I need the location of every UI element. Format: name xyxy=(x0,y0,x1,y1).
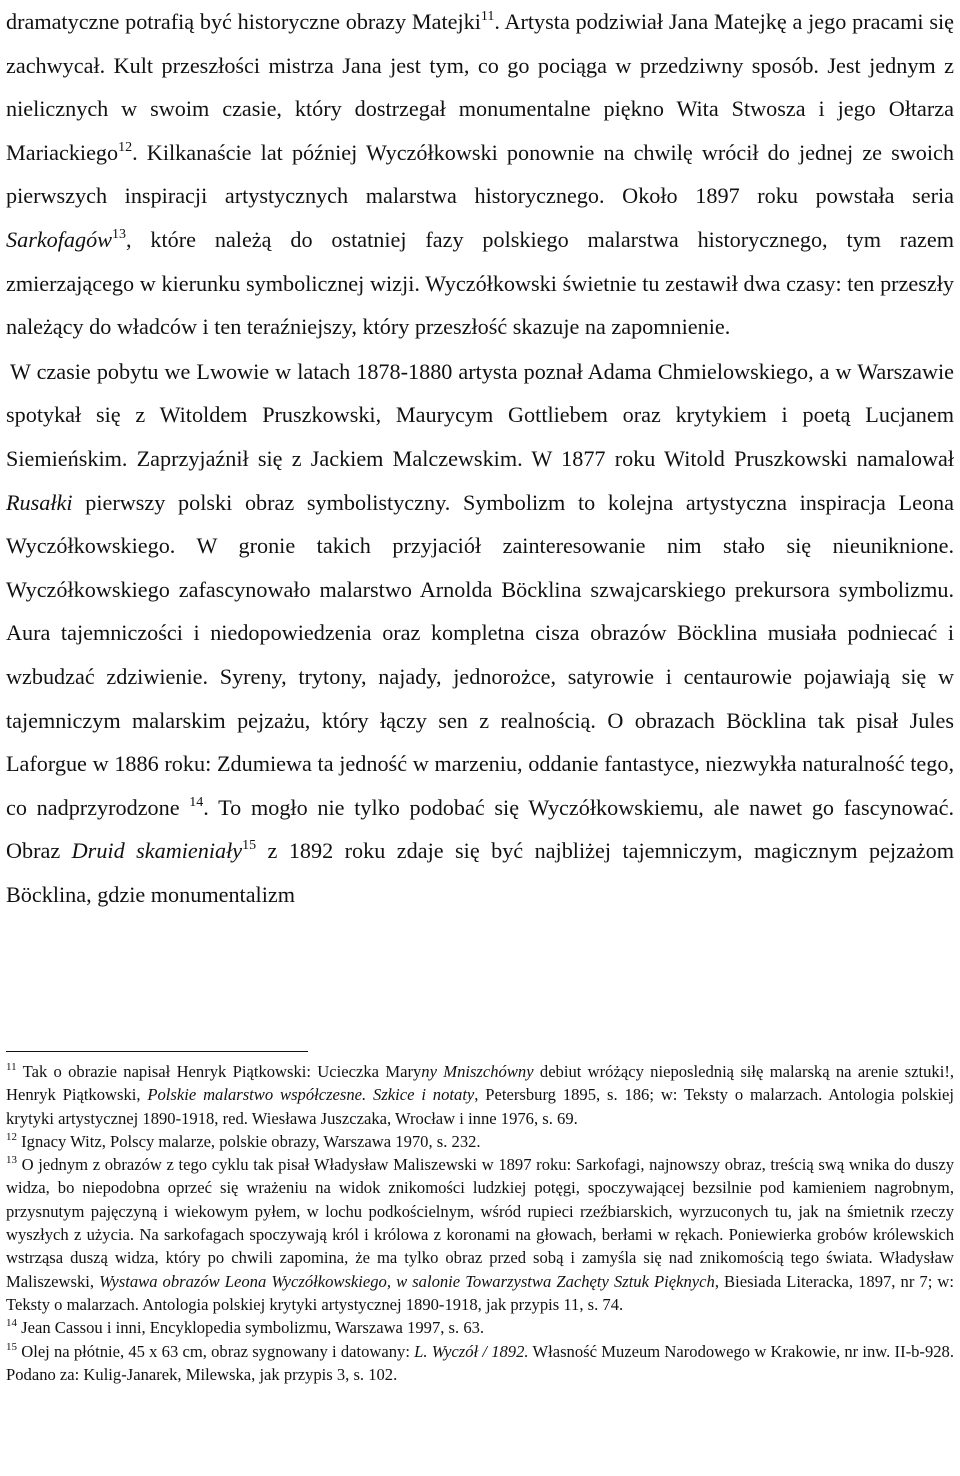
text-run: . Kilkanaście lat później Wyczółkowski ponownie na chwilę wrócił do jednej ze swoich pierwszych inspiracji artystycznych malarstwa historycznego. Około 1897 roku powstała seria xyxy=(6,139,954,209)
footnote xyxy=(6,1153,954,1316)
italic-title: Rusałki xyxy=(6,489,73,515)
footnote xyxy=(6,1060,954,1130)
text-run: Jean Cassou i inni, Encyklopedia symbolizmu, Warszawa 1997, s. 63. xyxy=(17,1318,485,1338)
text-run: dramatyczne potrafią być historyczne obrazy Matejki xyxy=(6,9,481,34)
text-run: Ignacy Witz, Polscy malarze, polskie obrazy, Warszawa 1970, s. 232. xyxy=(17,1131,481,1151)
text-run: W czasie pobytu we Lwowie w latach 1878-1880 artysta poznał Adama Chmielowskiego, a w Warszawie spotykał się z Witoldem Pruszkowski, Maurycym Gottliebem oraz krytykiem i poetą Lucjanem Siemieńskim. Zaprzyjaźnił się z Jackiem Malczewskim. W 1877 roku Witold Pruszkowski namalował xyxy=(6,358,954,471)
document-page xyxy=(6,0,954,1384)
footnote-ref: 12 xyxy=(6,1130,17,1143)
footnote-ref: 11 xyxy=(480,9,495,24)
footnote-ref: 15 xyxy=(242,838,257,854)
footnote-ref: 12 xyxy=(118,139,133,155)
text-run: , Biesiada Literacka, 1897, nr 7; w: Teksty o malarzach. Antologia polskiej krytyki artystycznej 1890-1918, jak przypis 11, s. 74. xyxy=(6,1271,954,1314)
footnote-ref: 11 xyxy=(6,1061,17,1073)
text-run: pierwszy polski obraz symbolistyczny. Symbolizm to kolejna artystyczna inspiracja Leona Wyczółkowskiego. W gronie takich przyjaciół zainteresowanie nim stało się nieuniknione. Wyczółkowskiego zafascynowało malarstwo Arnolda Böcklina szwajcarskiego prekursora symbolizmu. Aura tajemniczości i niedopowiedzenia oraz kompletna cisza obrazów Böcklina musiała podniecać i wzbudzać zdziwienie. Syreny, trytony, najady, jednorożce, satyrowie i centaurowie pojawiają się w tajemniczym malarskim pejzażu, który łączy sen z realnością. O obrazach Böcklina tak pisał Jules Laforgue w 1886 roku: Zdumiewa ta jedność w marzeniu, oddanie fantastyce, niezwykła naturalność tego, co nadprzyrodzone xyxy=(6,489,954,820)
italic-title: L. Wyczół / 1892. xyxy=(414,1341,529,1361)
footnote xyxy=(6,1340,954,1387)
italic-title: Druid skamieniały xyxy=(71,838,243,864)
italic-title: ny Mniszchówny xyxy=(421,1062,534,1081)
footnote-ref: 14 xyxy=(189,794,204,810)
paragraph xyxy=(6,350,954,917)
text-run: Własność Muzeum Narodowego w Krakowie, nr inw. II-b-928. Podano za: Kulig-Janarek, Milewska, jak przypis 3, s. 102. xyxy=(6,1341,954,1384)
text-run: . To mogło nie tylko podobać się Wyczółkowskiemu, ale nawet go fascynować. Obraz xyxy=(6,794,954,864)
italic-title: Polskie malarstwo współczesne. Szkice i notaty xyxy=(147,1085,475,1105)
text-run: z 1892 roku zdaje się być najbliżej tajemniczym, magicznym pejzażom Böcklina, gdzie monumentalizm xyxy=(6,838,954,907)
footnote-ref: 15 xyxy=(6,1340,17,1353)
footnote-ref: 13 xyxy=(6,1154,17,1167)
footnotes xyxy=(6,1060,954,1386)
footnote-separator xyxy=(6,1051,308,1052)
footnote-ref: 13 xyxy=(112,226,127,242)
italic-title: Wystawa obrazów Leona Wyczółkowskiego, w salonie Towarzystwa Zachęty Sztuk Pięknych xyxy=(99,1271,715,1291)
footnote-ref: 14 xyxy=(6,1317,17,1330)
text-run: , Petersburg 1895, s. 186; w: Teksty o malarzach. Antologia polskiej krytyki artystycznej 1890-1918, red. Wiesława Juszczaka, Wrocław i inne 1976, s. 69. xyxy=(6,1085,954,1128)
text-run: Olej na płótnie, 45 x 63 cm, obraz sygnowany i datowany: xyxy=(17,1341,415,1361)
italic-title: Sarkofagów xyxy=(6,226,113,252)
text-run: . Artysta podziwiał Jana Matejkę a jego pracami się zachwycał. Kult przeszłości mistrza Jana jest tym, co go pociąga w przedziwny sposób. Jest jednym z nielicznych w swoim czasie, który dostrzegał monumentalne piękno Wita Stwosza i jego Ołtarza Mariackiego xyxy=(6,9,954,165)
body-text xyxy=(6,0,954,916)
text-run: O jednym z obrazów z tego cyklu tak pisał Władysław Maliszewski w 1897 roku: Sarkofagi, najnowszy obraz, treścią swą wnika do duszy widza, bo niepodobna oprzeć się wrażeniu na widok znikomości ludzkiej potęgi, spoczywającej bezsilnie pod kamieniem nagrobnym, przysnutym pajęczyną i wiekowym pyłem, w lochu podkościelnym, wśród rupieci rzeźbiarskich, wyrzuconych tu, jak na śmietnik rzeczy wyszłych z użycia. Na sarkofagach spoczywają król i królowa z koronami na głowach, berłami w rękach. Poniewierka grobów królewskich wstrząsa duszą widza, który po chwili zapomina, że ma tylko obraz przed sobą i zamyśla się nad znikomością tego świata. Władysław Maliszewski, xyxy=(6,1155,954,1291)
text-run: debiut wróżący nieposlednią siłę malarską na arenie sztuki!, Henryk Piątkowski, xyxy=(6,1062,954,1105)
paragraph xyxy=(6,0,954,349)
text-run: Tak o obrazie napisał Henryk Piątkowski: Ucieczka Mary xyxy=(16,1062,422,1081)
footnote xyxy=(6,1130,954,1153)
footnote xyxy=(6,1316,954,1339)
text-run: , które należą do ostatniej fazy polskiego malarstwa historycznego, tym razem zmierzającego w kierunku symbolicznej wizji. Wyczółkowski świetnie tu zestawił dwa czasy: ten przeszły należący do władców i ten teraźniejszy, który przeszłość skazuje na zapomnienie. xyxy=(6,226,954,340)
